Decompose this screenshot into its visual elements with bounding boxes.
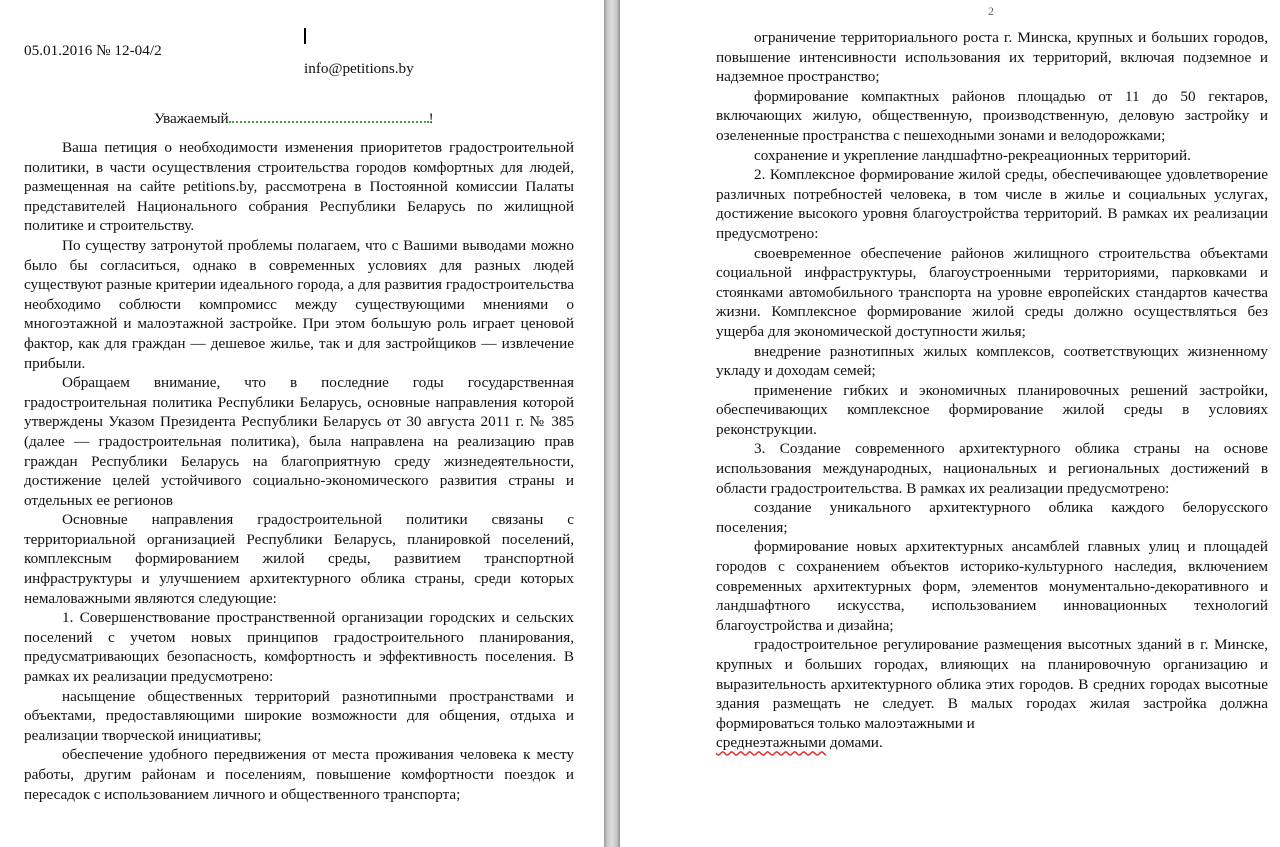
greeting-prefix: Уважаемый (154, 110, 229, 127)
body-paragraph: обеспечение удобного передвижения от места проживания человека к месту работы, другим районам и поселениям, повышение комфортности поездок и пересадок с использованием личного и общественного транспорта; (24, 746, 574, 803)
body-paragraph: Основные направления градостроительной политики связаны с территориальной организацией Республики Беларусь, планировкой поселений, комплексным формированием жилой среды, развитием транспортной инфраструктуры и улучшением архитектурного облика страны, среди которых немаловажными являются следующие: (24, 511, 574, 607)
spellcheck-flagged-word[interactable]: среднеэтажными (716, 734, 827, 752)
body-paragraph: градостроительное регулирование размещения высотных зданий в г. Минске, крупных и больших городах, влияющих на планировочную организацию и выразительность архитектурного облика этих городов. В средних городах высотные здания размещать не следует. В малых городах жилая застройка должна формироваться только малоэтажными и (716, 636, 1268, 732)
body-paragraph: применение гибких и экономичных планировочных решений застройки, обеспечивающих комплексное формирование жилой среды в условиях реконструкции. (716, 381, 1268, 438)
greeting-line (154, 107, 434, 128)
body-paragraph: По существу затронутой проблемы полагаем, что с Вашими выводами можно было бы согласиться, однако в современных условиях для разных людей существуют разные критерии идеального города, а для развития градостроительства необходимо соблюсти компромисс между существующими мнениями о многоэтажной и малоэтажной застройке. При этом большую роль играет ценовой фактор, как для граждан — дешевое жилье, так и для застройщиков — извлечение прибыли. (24, 236, 574, 372)
page-number: 2 (988, 4, 994, 18)
body-paragraph: формирование компактных районов площадью от 11 до 50 гектаров, включающих жилую, общественную, производственную, деловую застройку и озелененные пространства с пешеходными зонами и велодорожками; (716, 87, 1268, 144)
body-paragraph: 3. Создание современного архитектурного облика страны на основе использования международных, национальных и региональных достижений в области градостроительства. В рамках их реализации предусмотрено: (716, 440, 1268, 497)
letter-date-reference: 05.01.2016 № 12-04/2 (24, 42, 162, 59)
greeting-suffix: ! (428, 110, 434, 127)
body-paragraph: формирование новых архитектурных ансамблей главных улиц и площадей городов с сохранением объектов историко-культурного наследия, включением современных архитектурных форм, элементов монументально-декоративного и ландшафтного искусства, использованием инновационных технологий благоустройства и дизайна; (716, 538, 1268, 634)
right-page-body[interactable] (716, 28, 1268, 753)
body-paragraph: насыщение общественных территорий разнотипными пространствами и объектами, предоставляющими широкие возможности для общения, отдыха и реализации творческой инициативы; (24, 687, 574, 744)
body-paragraph: 2. Комплексное формирование жилой среды, обеспечивающее удовлетворение различных потребностей человека, в том числе в жилье и социальных услугах, достижение высокого уровня благоустройства территорий. В рамках их реализации предусмотрено: (716, 166, 1268, 242)
final-line-rest: домами. (826, 734, 883, 752)
body-paragraph: сохранение и укрепление ландшафтно-рекреационных территорий. (754, 146, 1191, 164)
body-paragraph: своевременное обеспечение районов жилищного строительства объектами социальной инфраструктуры, благоустроенными территориями, парковками и стоянками автомобильного транспорта на уровне европейских стандартов качества жизни. Комплексное формирование жилой среды должно осуществляться без ущерба для экономической доступности жилья; (716, 244, 1268, 340)
body-paragraph: Обращаем внимание, что в последние годы государственная градостроительная политика Республики Беларусь, основные направления которой утверждены Указом Президента Республики Беларусь от 30 августа 2011 г. № 385 (далее — градостроительная политика), была направлена на реализацию прав граждан Республики Беларусь на благоприятную среду жизнедеятельности, достижение целей устойчивого социально-экономического развития страны и отдельных ее регионов (24, 374, 574, 509)
left-page-body[interactable] (24, 138, 574, 804)
body-paragraph: внедрение разнотипных жилых комплексов, соответствующих жизненному укладу и доходам семей; (716, 342, 1268, 380)
page-gutter (604, 0, 620, 847)
text-cursor (304, 28, 306, 44)
body-paragraph: ограничение территориального роста г. Минска, крупных и больших городов, повышение интенсивности использования их территорий, включая подземное и надземное пространство; (716, 29, 1268, 86)
email-address: info@petitions.by (304, 60, 414, 77)
final-line (716, 733, 1268, 753)
document-page-left (0, 0, 604, 847)
body-paragraph: 1. Совершенствование пространственной организации городских и сельских поселений с учетом новых принципов градостроительного планирования, предусматривающих безопасность, комфортность и эффективность поселения. В рамках их реализации предусмотрено: (24, 609, 574, 686)
body-paragraph: Ваша петиция о необходимости изменения приоритетов градостроительной политики, в части осуществления строительства городов комфортных для людей, размещенная на сайте petitions.by, рассмотрена в Постоянной комиссии Палаты представителей Национального собрания Республики Беларусь по жилищной политике и строительству. (24, 139, 574, 235)
greeting-name-placeholder[interactable] (229, 107, 429, 123)
body-paragraph: создание уникального архитектурного облика каждого белорусского поселения; (716, 499, 1268, 536)
